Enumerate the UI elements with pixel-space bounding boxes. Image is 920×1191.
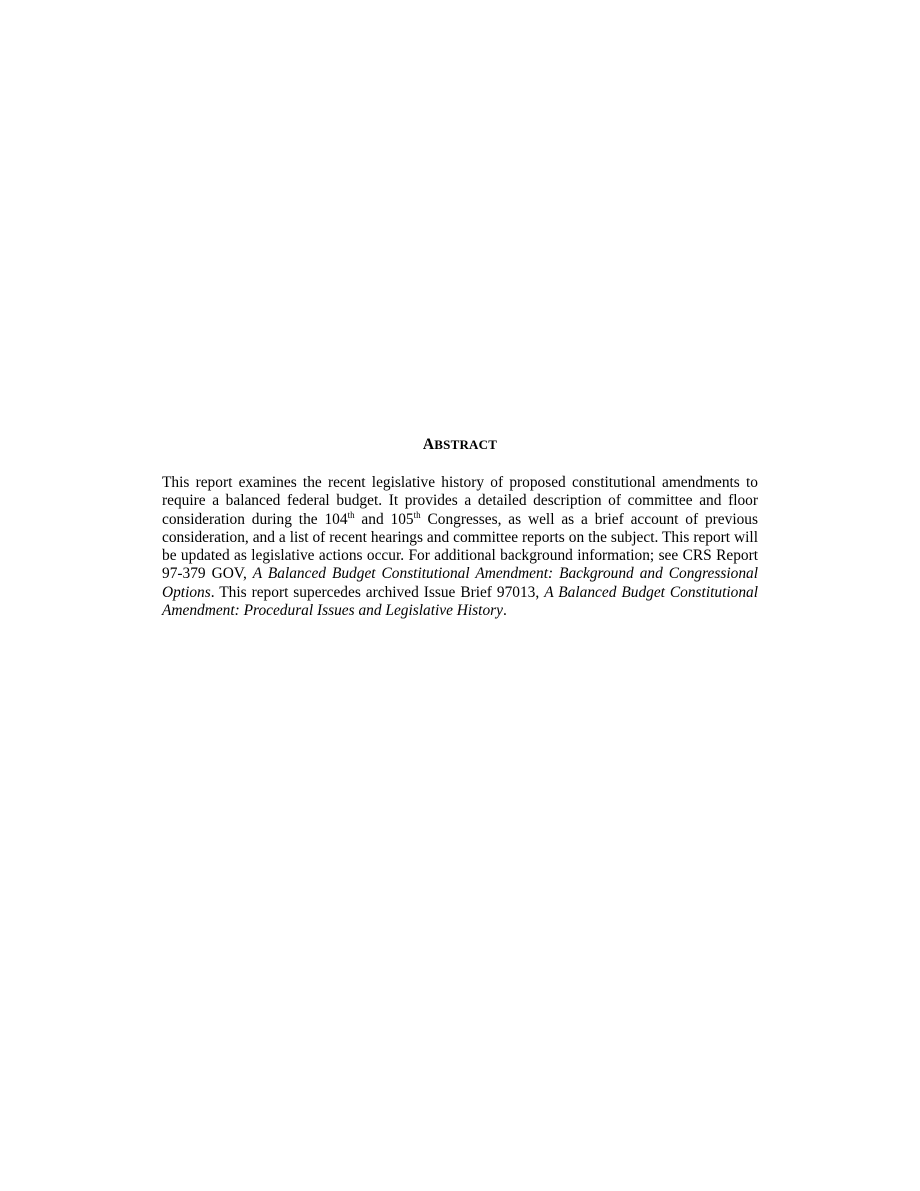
abstract-heading [162,436,758,454]
ordinal-suffix: th [347,509,355,520]
abstract-text-segment: This report examines the recent legislative history of proposed constitutional amendments to require a balanced federal budget. It provides a detailed description of committee and floor consideration during the 104 [162,474,758,528]
abstract-text-segment: . [502,602,507,620]
ordinal-suffix: th [413,509,421,520]
abstract-text-segment: Congresses, as well as a brief account of previous consideration, and a list of recent hearings and committee reports on the subject. This report will be updated as legislative actions occur. For additional background information; see CRS Report 97-379 GOV, [162,510,758,583]
issue-brief-title-reference: A Balanced Budget Constitutional Amendment: Procedural Issues and Legislative History [162,583,758,620]
abstract-paragraph [162,474,758,620]
abstract-heading-rest: BSTRACT [434,437,498,452]
abstract-text-segment: . This report supercedes archived Issue Brief 97013, [210,583,545,601]
abstract-text-segment: and 105 [354,510,414,528]
report-title-reference: A Balanced Budget Constitutional Amendment: Background and Congressional Options [162,565,758,601]
abstract-heading-initial: A [422,436,435,453]
abstract-section [162,436,758,620]
